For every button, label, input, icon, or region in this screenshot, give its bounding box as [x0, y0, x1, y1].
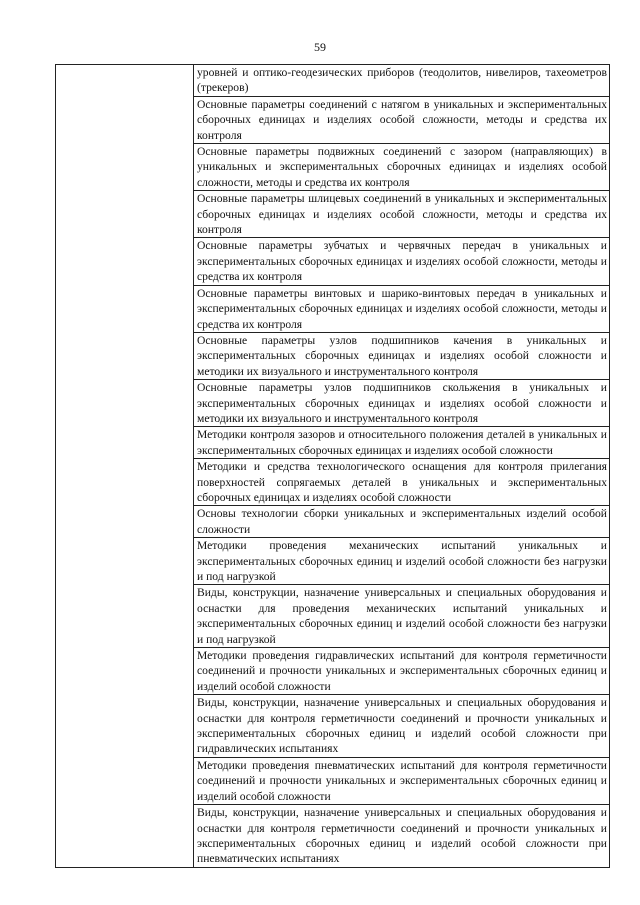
requirements-table-body: [56, 65, 610, 868]
cell-text: Методики и средства технологического оснащения для контроля прилегания поверхностей сопрягаемых деталей в уникальных и экспериментальных сборочных единицах и изделиях особой сложности: [197, 460, 607, 504]
table-cell: [194, 380, 610, 427]
table-cell: [194, 805, 610, 868]
cell-text: Основные параметры подвижных соединений с зазором (направляющих) в уникальных и экспериментальных сборочных единицах и изделиях особой сложности, методы и средства их контроля: [197, 145, 607, 189]
cell-text: Основные параметры винтовых и шарико-винтовых передач в уникальных и экспериментальных сборочных единицах и изделиях особой сложности, методы и средства их контроля: [197, 286, 607, 331]
table-cell: [194, 585, 610, 648]
requirements-table: [55, 64, 610, 868]
page-number: 59: [314, 40, 326, 54]
table-cell: [194, 757, 610, 804]
cell-text: Основные параметры зубчатых и червячных передач в уникальных и экспериментальных сборочных единицах и изделиях особой сложности, методы и средства их контроля: [197, 239, 607, 284]
cell-text: Методики контроля зазоров и относительного положения деталей в уникальных и экспериментальных сборочных единицах и изделиях особой сложности: [197, 428, 607, 457]
cell-text: Виды, конструкции, назначение универсальных и специальных оборудования и оснастки для контроля герметичности соединений и прочности уникальных и экспериментальных сборочных единиц и изделий особой сложности при гидравлических испытаниях: [197, 696, 607, 756]
cell-text: Методики проведения пневматических испытаний для контроля герметичности соединений и прочности уникальных и экспериментальных сборочных единиц и изделий особой сложности: [197, 758, 607, 803]
cell-text: Основные параметры шлицевых соединений в уникальных и экспериментальных сборочных единицах и изделиях особой сложности, методы и средства их контроля: [197, 192, 607, 237]
cell-text: Основные параметры узлов подшипников качения в уникальных и экспериментальных сборочных единицах и изделиях особой сложности и методики их визуального и инструментального контроля: [197, 333, 607, 378]
cell-text: Основы технологии сборки уникальных и экспериментальных изделий особой сложности: [197, 507, 607, 536]
table-cell: [194, 191, 610, 238]
table-cell: [194, 144, 610, 191]
table-cell: [194, 695, 610, 758]
cell-text: Основные параметры узлов подшипников скольжения в уникальных и экспериментальных сборочных единицах и изделиях особой сложности и методики их визуального и инструментального контроля: [197, 381, 607, 425]
table-cell: [194, 648, 610, 695]
cell-text: Виды, конструкции, назначение универсальных и специальных оборудования и оснастки для проведения механических испытаний уникальных и экспериментальных сборочных единиц и изделий особой сложности без нагрузки и под нагрузкой: [197, 586, 607, 646]
table-left-cell: [56, 65, 194, 868]
table-row: [56, 65, 610, 97]
table-cell: [194, 65, 610, 97]
cell-text: Методики проведения гидравлических испытаний для контроля герметичности соединений и прочности уникальных и экспериментальных сборочных единиц и изделий особой сложности: [197, 649, 607, 693]
cell-text: Основные параметры соединений с натягом в уникальных и экспериментальных сборочных единицах и изделиях особой сложности, методы и средства их контроля: [197, 97, 607, 142]
table-cell: [194, 332, 610, 379]
cell-text: Виды, конструкции, назначение универсальных и специальных оборудования и оснастки для контроля герметичности соединений и прочности уникальных и экспериментальных сборочных единиц и изделий особой сложности при пневматических испытаниях: [197, 806, 607, 866]
table-cell: [194, 427, 610, 459]
table-cell: [194, 459, 610, 506]
cell-text: Методики проведения механических испытаний уникальных и экспериментальных сборочных единиц и изделий особой сложности без нагрузки и под нагрузкой: [197, 539, 607, 583]
table-cell: [194, 285, 610, 332]
table-cell: [194, 238, 610, 285]
cell-text: уровней и оптико-геодезических приборов (теодолитов, нивелиров, тахеометров (трекеров): [197, 66, 607, 95]
table-cell: [194, 506, 610, 538]
table-cell: [194, 96, 610, 143]
table-cell: [194, 538, 610, 585]
